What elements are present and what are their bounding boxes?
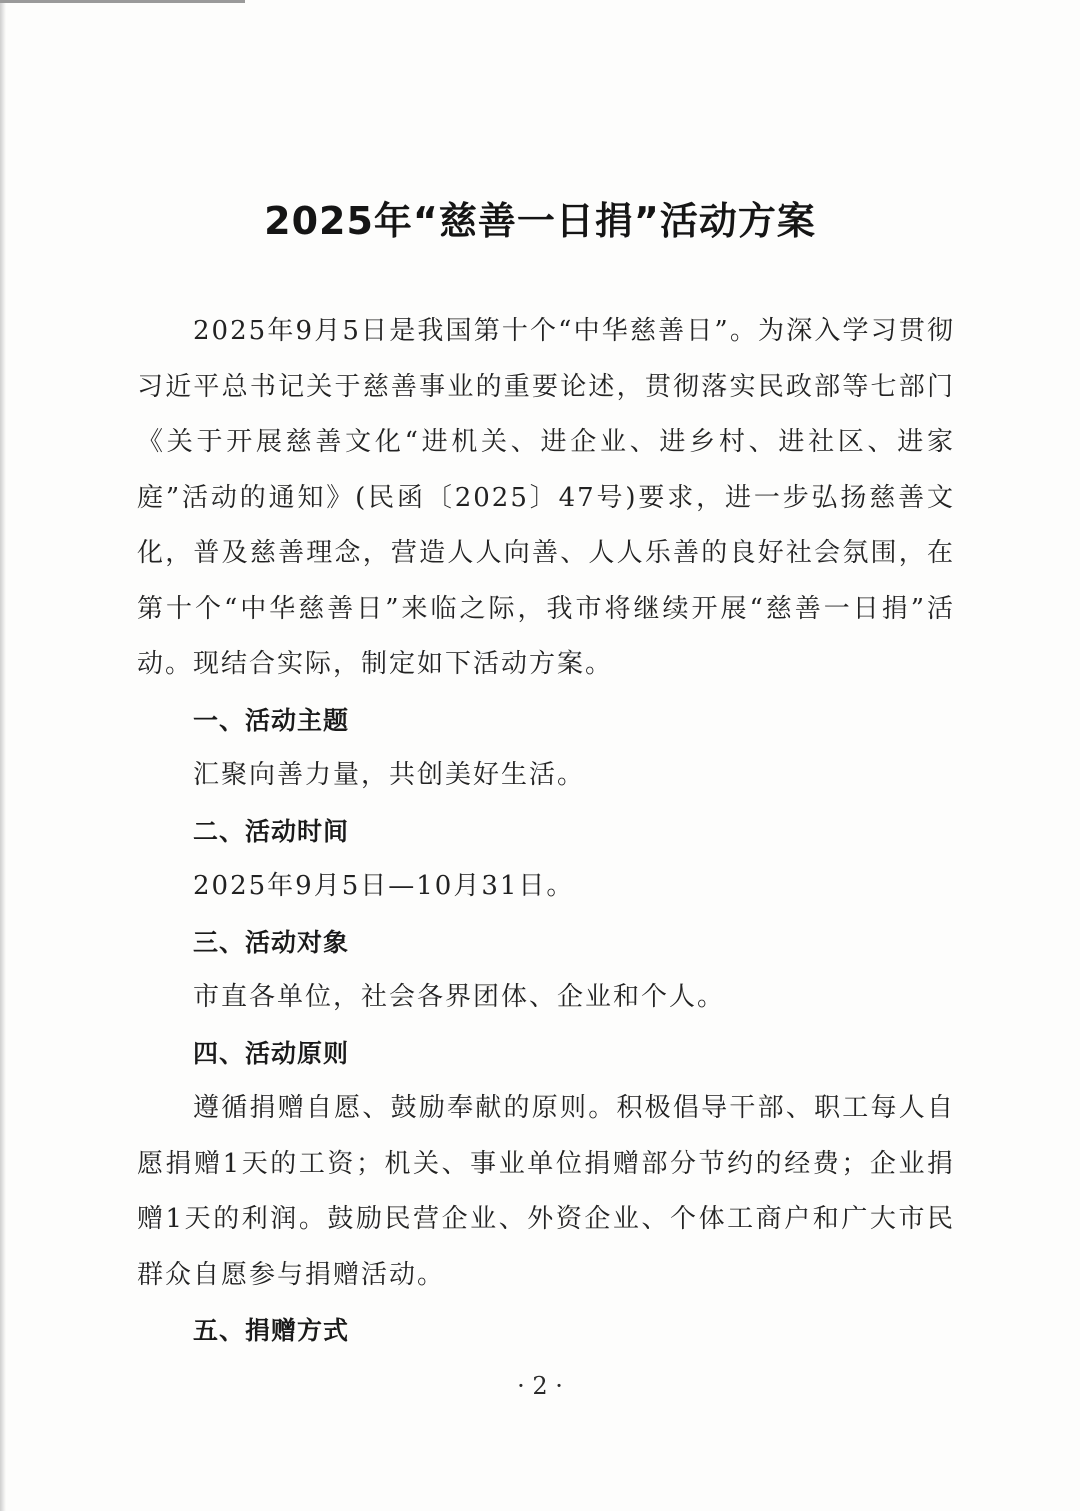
section-text-theme: 汇聚向善力量，共创美好生活。 <box>193 760 586 790</box>
section-text-time: 2025年9月5日—10月31日。 <box>193 871 575 901</box>
section-text-principle: 遵循捐赠自愿、鼓励奉献的原则。积极倡导干部、职工每人自愿捐赠1天的工资；机关、事业单位捐赠部分节约的经费；企业捐赠1天的利润。鼓励民营企业、外资企业、个体工商户和广大市民群众自愿参与捐赠活动。 <box>137 1093 955 1290</box>
section-heading-principle: 四、活动原则 <box>193 1038 350 1068</box>
section-heading-theme: 一、活动主题 <box>193 705 350 735</box>
section-heading-time: 二、活动时间 <box>193 816 350 846</box>
scan-shadow-top <box>0 0 245 3</box>
intro-paragraph: 2025年9月5日是我国第十个“中华慈善日”。为深入学习贯彻习近平总书记关于慈善事业的重要论述，贯彻落实民政部等七部门《关于开展慈善文化“进机关、进企业、进乡村、进社区、进家庭”活动的通知》(民函〔2025〕47号)要求，进一步弘扬慈善文化，普及慈善理念，营造人人向善、人人乐善的良好社会氛围，在第十个“中华慈善日”来临之际，我市将继续开展“慈善一日捐”活动。现结合实际，制定如下活动方案。 <box>137 316 955 679</box>
document-title: 2025年“慈善一日捐”活动方案 <box>264 199 816 243</box>
section-text-target: 市直各单位，社会各界团体、企业和个人。 <box>193 982 726 1012</box>
document-body <box>137 304 955 1359</box>
section-heading-target: 三、活动对象 <box>193 927 350 957</box>
section-heading-method: 五、捐赠方式 <box>193 1316 350 1345</box>
page-number: · 2 · <box>517 1372 563 1400</box>
